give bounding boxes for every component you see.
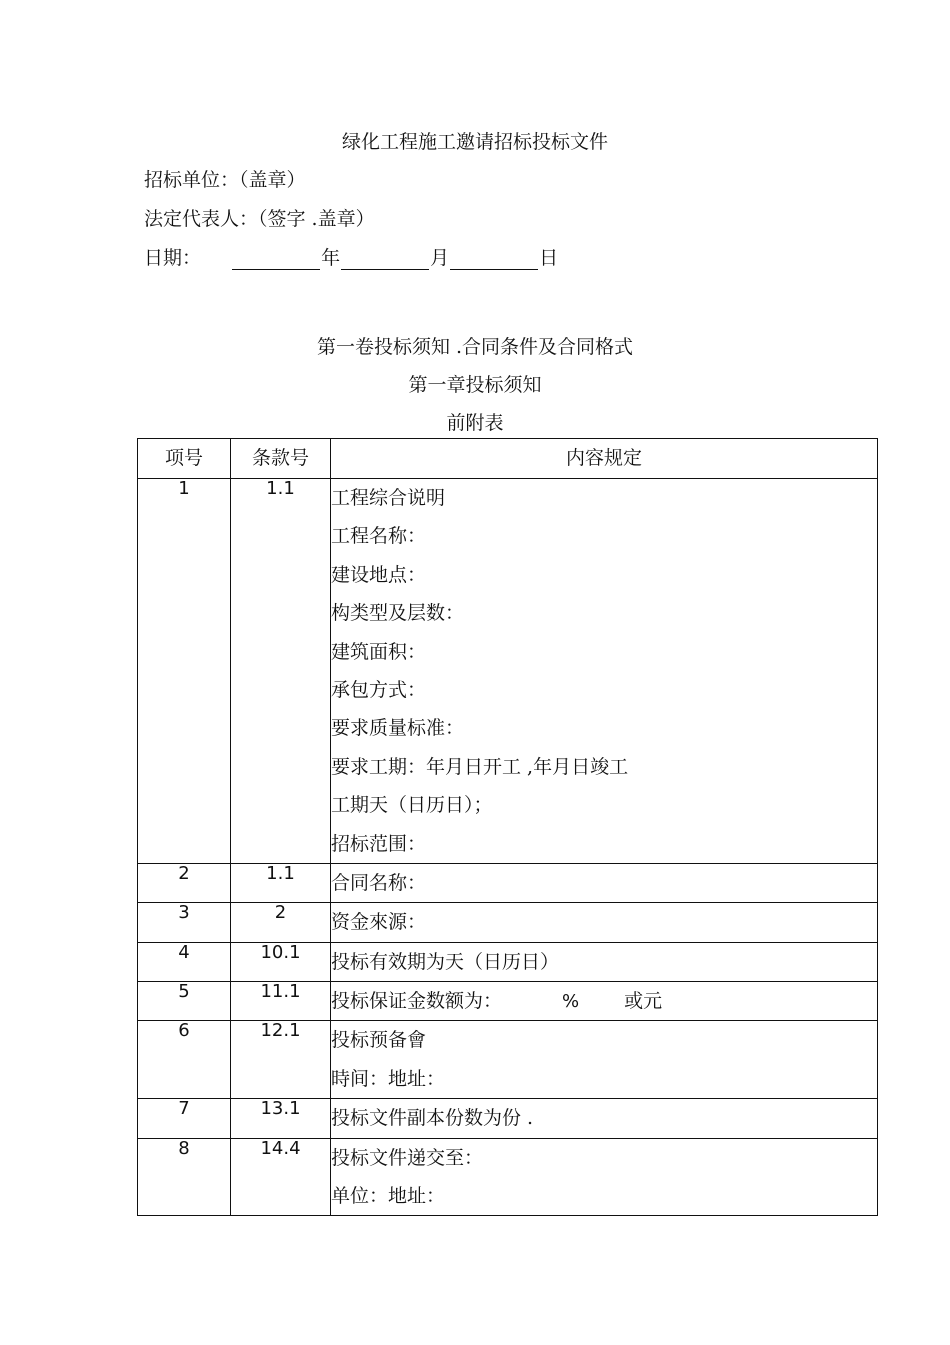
tenderer-field: 招标单位：（盖章）: [144, 169, 306, 191]
content-line: 要求工期：年月日开工 ,年月日竣工: [331, 755, 629, 778]
legal-representative-field: 法定代表人：（签字 .盖章）: [144, 208, 375, 230]
content-cell: [331, 942, 878, 981]
item-number: 4: [138, 942, 231, 981]
content-cell: [331, 1099, 878, 1138]
month-blank: [341, 251, 429, 270]
content-line: 建设地点：: [331, 563, 427, 586]
table-row: [138, 1138, 878, 1216]
clause-number: 12.1: [231, 1021, 331, 1099]
header-content: 内容规定: [331, 439, 878, 479]
document-title: 绿化工程施工邀请招标投标文件: [341, 131, 608, 153]
day-blank: [450, 251, 538, 270]
item-number: 6: [138, 1021, 231, 1099]
content-line: 招标范围：: [331, 832, 427, 855]
header-item-no: 项号: [138, 439, 231, 479]
volume-title: 第一卷投标须知 .合同条件及合同格式: [316, 336, 634, 358]
item-number: 3: [138, 903, 231, 942]
clause-number: 10.1: [231, 942, 331, 981]
clause-number: 2: [231, 903, 331, 942]
content-line: 构类型及层数：: [331, 602, 465, 625]
table-row: [138, 479, 878, 864]
year-blank: [232, 251, 320, 270]
content-line: 投标预备會: [331, 1029, 427, 1052]
chapter-title: 第一章投标须知: [408, 374, 542, 396]
content-cell: [331, 479, 878, 864]
item-number: 2: [138, 863, 231, 902]
content-cell: [331, 982, 878, 1021]
content-line: [331, 982, 877, 1020]
table-row: [138, 942, 878, 981]
content-line: 時间：地址：: [331, 1067, 446, 1090]
table-row: [138, 903, 878, 942]
content-line: 要求质量标准：: [331, 717, 465, 740]
appendix-table: [137, 438, 878, 1216]
item-number: 5: [138, 982, 231, 1021]
year-label: 年: [321, 247, 341, 269]
clause-number: 1.1: [231, 479, 331, 864]
clause-number: 11.1: [231, 982, 331, 1021]
header-clause-no: 条款号: [231, 439, 331, 479]
item-number: 8: [138, 1138, 231, 1216]
content-cell: [331, 1021, 878, 1099]
clause-number: 14.4: [231, 1138, 331, 1216]
content-cell: [331, 863, 878, 902]
content-line: 单位：地址：: [331, 1185, 446, 1208]
content-line: 投标文件递交至：: [331, 1146, 484, 1169]
content-line: 工程综合说明: [331, 487, 446, 509]
percent-sign: %: [562, 991, 580, 1013]
date-field: [144, 243, 558, 270]
table-row: [138, 1021, 878, 1099]
item-number: 1: [138, 479, 231, 864]
content-line: 工程名称：: [331, 525, 427, 548]
table-row: [138, 1099, 878, 1138]
content-line: 承包方式：: [331, 678, 427, 701]
or-yuan-label: 或元: [624, 990, 663, 1013]
content-cell: [331, 903, 878, 942]
content-line: 合同名称：: [331, 871, 427, 894]
clause-number: 1.1: [231, 863, 331, 902]
table-row: [138, 982, 878, 1021]
content-cell: [331, 1138, 878, 1216]
content-line: 投标文件副本份数为份 .: [331, 1107, 534, 1130]
content-line: 建筑面积：: [331, 640, 427, 663]
table-row: [138, 863, 878, 902]
day-label: 日: [539, 247, 559, 269]
table-title: 前附表: [446, 412, 504, 434]
clause-number: 13.1: [231, 1099, 331, 1138]
month-label: 月: [430, 247, 450, 269]
content-line: 工期天（日历日）；: [331, 794, 493, 817]
date-label: 日期：: [144, 247, 202, 269]
content-line: 资金來源：: [331, 911, 427, 934]
item-number: 7: [138, 1099, 231, 1138]
content-line: 投标有效期为天（日历日）: [331, 950, 560, 973]
table-header-row: [138, 439, 878, 479]
deposit-label: 投标保证金数额为：: [331, 990, 503, 1013]
